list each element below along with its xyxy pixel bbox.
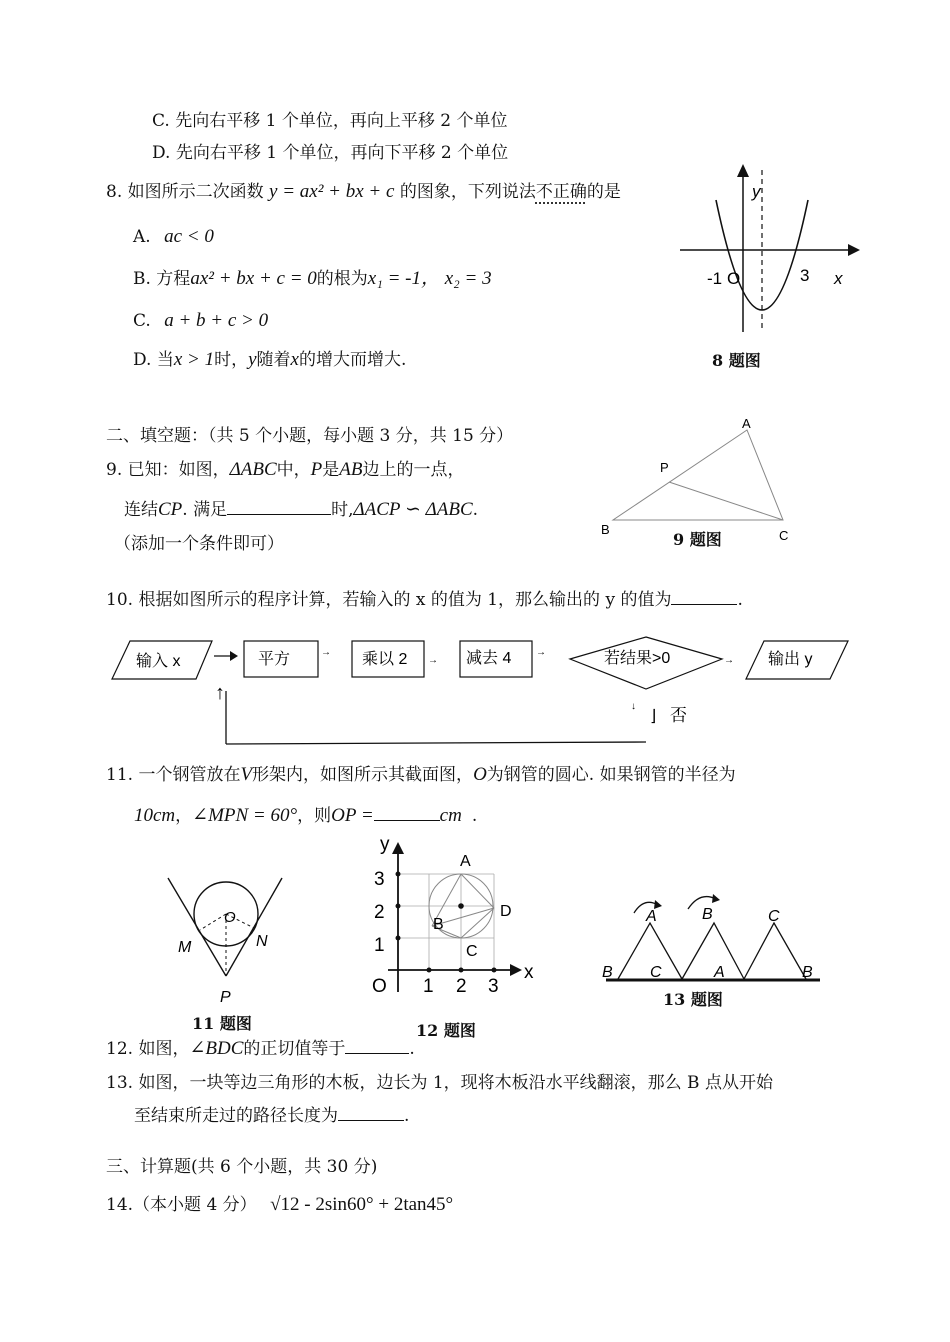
- loop-line-bottom: [226, 742, 646, 744]
- fig13-bottom-b1: B: [602, 964, 613, 981]
- square-label: 平方: [258, 651, 291, 668]
- q11-answer-blank[interactable]: [374, 804, 440, 821]
- q10-end: .: [737, 590, 743, 610]
- q8-option-a-label: A.: [133, 227, 151, 247]
- fig8-neg1-label: -1: [707, 269, 723, 288]
- q8-option-d: [133, 349, 406, 371]
- q9-answer-blank[interactable]: [227, 498, 331, 515]
- q11-unit: cm: [439, 805, 462, 826]
- q8-option-c-label: C.: [133, 311, 151, 331]
- arrow-1-head-icon: [230, 651, 238, 661]
- q9-line-1: [106, 459, 465, 481]
- tick-dot-x3: [492, 968, 497, 973]
- minus4-label: 减去 4: [466, 650, 512, 667]
- q9-line2-end: .: [472, 500, 479, 520]
- q9-line2-text-2: . 满足: [182, 500, 228, 520]
- x-axis-arrow-icon: [510, 964, 522, 976]
- q11-text: 11. 一个钢管放在: [106, 765, 241, 785]
- fig12-x1-label: 1: [423, 976, 434, 997]
- q10-stem: [106, 588, 743, 611]
- tick-dot-x1: [427, 968, 432, 973]
- q13-end: .: [404, 1106, 410, 1126]
- q8-stem-text-2: 的图象，下列说法: [399, 182, 536, 202]
- q8-option-d-text-3: 随着: [256, 350, 291, 370]
- output-label: 输出 y: [768, 651, 813, 668]
- q14-stem: [106, 1194, 453, 1216]
- q8-option-b: [133, 268, 492, 290]
- q11-line-2: [134, 804, 477, 827]
- fig8-origin-label: O: [727, 269, 741, 288]
- q14-label: 14.（本小题 4 分）: [106, 1195, 257, 1215]
- fig12-y1-label: 1: [374, 935, 385, 956]
- fig9-b-label: B: [601, 522, 610, 537]
- q9-segment-cp: CP: [158, 499, 183, 520]
- q9-segment-ab: AB: [339, 459, 363, 480]
- triangle-3: [744, 923, 806, 979]
- fig9-a-label: A: [742, 416, 751, 431]
- q11-text-2: 形架内，如图所示其截面图，: [252, 765, 474, 785]
- section-2-heading: 二、填空题：（共 5 个小题，每小题 3 分，共 15 分）: [106, 426, 514, 446]
- q11-comma: ，: [175, 806, 193, 826]
- fig11-p-label: P: [220, 989, 231, 1006]
- q12-answer-blank[interactable]: [345, 1037, 409, 1054]
- fig9-c-label: C: [779, 528, 789, 543]
- q9-text-3: 是: [322, 460, 340, 480]
- q8-formula: y = ax² + bx + c: [269, 181, 395, 202]
- no-arrow-icon: ↓: [631, 701, 636, 712]
- q10-stem-text: 10. 根据如图所示的程序计算，若输入的 x 的值为 1，那么输出的 y 的值为: [106, 590, 672, 610]
- fig12-a-label: A: [460, 853, 471, 870]
- tick-dot-y3: [396, 872, 401, 877]
- fig11-n-label: N: [256, 933, 268, 950]
- x-axis-arrow-icon: [848, 244, 860, 256]
- q11-v: V: [240, 764, 253, 785]
- q8-option-d-text: D. 当: [133, 350, 174, 370]
- arrow-4-icon: →: [536, 647, 546, 658]
- radius-om: [200, 914, 226, 930]
- q12-stem: [106, 1037, 415, 1060]
- fig12-d-label: D: [500, 903, 512, 920]
- section-3-heading: 三、计算题(共 6 个小题，共 30 分): [106, 1157, 378, 1177]
- q9-triangle-abc: ΔABC: [229, 459, 277, 480]
- fig12-y3-label: 3: [374, 869, 385, 890]
- q11-radius: 10cm: [134, 805, 176, 826]
- tick-dot-x2: [459, 968, 464, 973]
- tick-dot-y2: [396, 904, 401, 909]
- q8-option-a-math: ac < 0: [164, 226, 214, 247]
- q11-line-1: [106, 764, 736, 786]
- q9-text-2: 中，: [276, 460, 311, 480]
- q8-option-d-y: y: [248, 349, 257, 370]
- q8-option-a: [133, 226, 214, 248]
- fig13-top-a: A: [646, 908, 657, 925]
- fig12-x3-label: 3: [488, 976, 499, 997]
- fig12-y2-label: 2: [374, 902, 385, 923]
- q13-answer-blank[interactable]: [338, 1104, 404, 1121]
- fig12-y-label: y: [380, 834, 390, 855]
- loop-arrow-icon: ↑: [215, 682, 225, 704]
- fig8-y-label: y: [752, 182, 761, 201]
- q8-option-b-math: ax² + bx + c = 0: [190, 268, 317, 289]
- q8-option-c: [133, 310, 268, 332]
- q12-end: .: [409, 1039, 415, 1059]
- q8-option-b-mid: 的根为: [316, 269, 368, 289]
- fig8-x-label: x: [834, 269, 843, 288]
- q10-flowchart: [110, 635, 870, 755]
- fig13-top-c: C: [768, 908, 780, 925]
- q13-line-2: [134, 1104, 409, 1127]
- q11-text-3: 为钢管的圆心. 如果钢管的半径为: [486, 765, 736, 785]
- y-axis-arrow-icon: [392, 842, 404, 854]
- q7-option-c: C. 先向右平移 1 个单位，再向上平移 2 个单位: [152, 111, 508, 131]
- q11-angle: ∠MPN = 60°: [192, 805, 298, 826]
- fig12-b-label: B: [433, 916, 444, 933]
- fig11-m-label: M: [178, 939, 192, 956]
- segment-cp: [669, 482, 783, 520]
- fig12-x2-label: 2: [456, 976, 467, 997]
- times2-label: 乘以 2: [362, 651, 408, 668]
- q8-emphasis: 不正确: [535, 182, 587, 202]
- q9-line-2: [124, 498, 478, 521]
- q14-expression: √12 - 2sin60° + 2tan45°: [270, 1194, 454, 1215]
- q8-option-b-label: B. 方程: [133, 269, 191, 289]
- q9-line2-text: 连结: [124, 500, 158, 520]
- q8-figure-caption: 8 题图: [712, 351, 761, 370]
- q8-stem-text-3: 的是: [586, 182, 621, 202]
- q9-text-4: 边上的一点，: [362, 460, 465, 480]
- q9-point-p: P: [310, 459, 323, 480]
- q10-answer-blank[interactable]: [671, 588, 737, 605]
- q9-line2-text-3: 时,: [331, 500, 354, 520]
- q8-option-d-text-4: 的增大而增大.: [298, 350, 407, 370]
- q13-figure-caption: 13 题图: [663, 990, 723, 1009]
- tick-dot-y1: [396, 936, 401, 941]
- no-bracket: ⌋: [650, 708, 657, 725]
- q8-option-d-math: x > 1: [173, 349, 215, 370]
- q12-grid-figure: [360, 830, 550, 1000]
- arrow-2-icon: →: [321, 647, 331, 658]
- q8-stem: [106, 181, 621, 203]
- q9-text: 9. 已知：如图，: [106, 460, 230, 480]
- fig13-bottom-a: A: [714, 964, 725, 981]
- q13-rolling-triangle-figure: [600, 885, 830, 995]
- q12-angle: ∠BDC: [189, 1038, 244, 1059]
- q12-text: 12. 如图，: [106, 1039, 190, 1059]
- fig13-top-b: B: [702, 906, 713, 923]
- q8-option-d-x: x: [290, 349, 299, 370]
- q8-parabola-figure: [670, 160, 870, 380]
- fig12-c-label: C: [466, 943, 478, 960]
- fig9-p-label: P: [660, 460, 669, 475]
- triangle-abc: [613, 430, 783, 520]
- q9-line-3: （添加一个条件即可）: [114, 534, 284, 554]
- q8-option-c-math: a + b + c > 0: [164, 310, 269, 331]
- q13-text: 至结束所走过的路径长度为: [134, 1106, 338, 1126]
- arrow-3-icon: →: [428, 655, 438, 666]
- fig8-three-label: 3: [800, 266, 810, 285]
- y-axis-arrow-icon: [737, 164, 749, 177]
- q11-op: OP =: [331, 805, 374, 826]
- q7-option-d: D. 先向右平移 1 个单位，再向下平移 2 个单位: [152, 143, 509, 163]
- q8-option-d-text-2: 时，: [214, 350, 249, 370]
- q9-figure-caption: 9 题图: [673, 530, 722, 549]
- q11-figure-caption: 11 题图: [192, 1014, 252, 1033]
- q11-o: O: [473, 764, 487, 785]
- fig11-o-label: O: [224, 909, 236, 926]
- q8-option-b-roots: x₁ = -1， x₂ = 3: [367, 268, 492, 289]
- input-label: 输入 x: [136, 653, 181, 670]
- condition-label: 若结果>0: [604, 650, 671, 667]
- q11-end: .: [471, 806, 478, 826]
- arrow-5-icon: →: [724, 655, 734, 666]
- fig12-origin-label: O: [372, 976, 387, 997]
- center-dot: [458, 903, 464, 909]
- q11-then: ，则: [297, 806, 332, 826]
- q12-figure-caption: 12 题图: [416, 1021, 476, 1040]
- q12-text-2: 的正切值等于: [243, 1039, 346, 1059]
- no-label: 否: [670, 706, 687, 725]
- q13-line-1: 13. 如图，一块等边三角形的木板，边长为 1，现将木板沿水平线翻滚，那么 B 点从开始: [106, 1073, 773, 1093]
- fig13-bottom-c: C: [650, 964, 662, 981]
- fig12-x-label: x: [524, 962, 534, 983]
- q9-similarity: ΔACP ∽ ΔABC: [353, 499, 473, 520]
- v-right-side: [226, 878, 282, 976]
- triangle-2: [682, 923, 744, 979]
- fig13-bottom-b2: B: [802, 964, 813, 981]
- q11-v-frame-figure: [160, 866, 300, 1016]
- q8-stem-text: 8. 如图所示二次函数: [106, 182, 264, 202]
